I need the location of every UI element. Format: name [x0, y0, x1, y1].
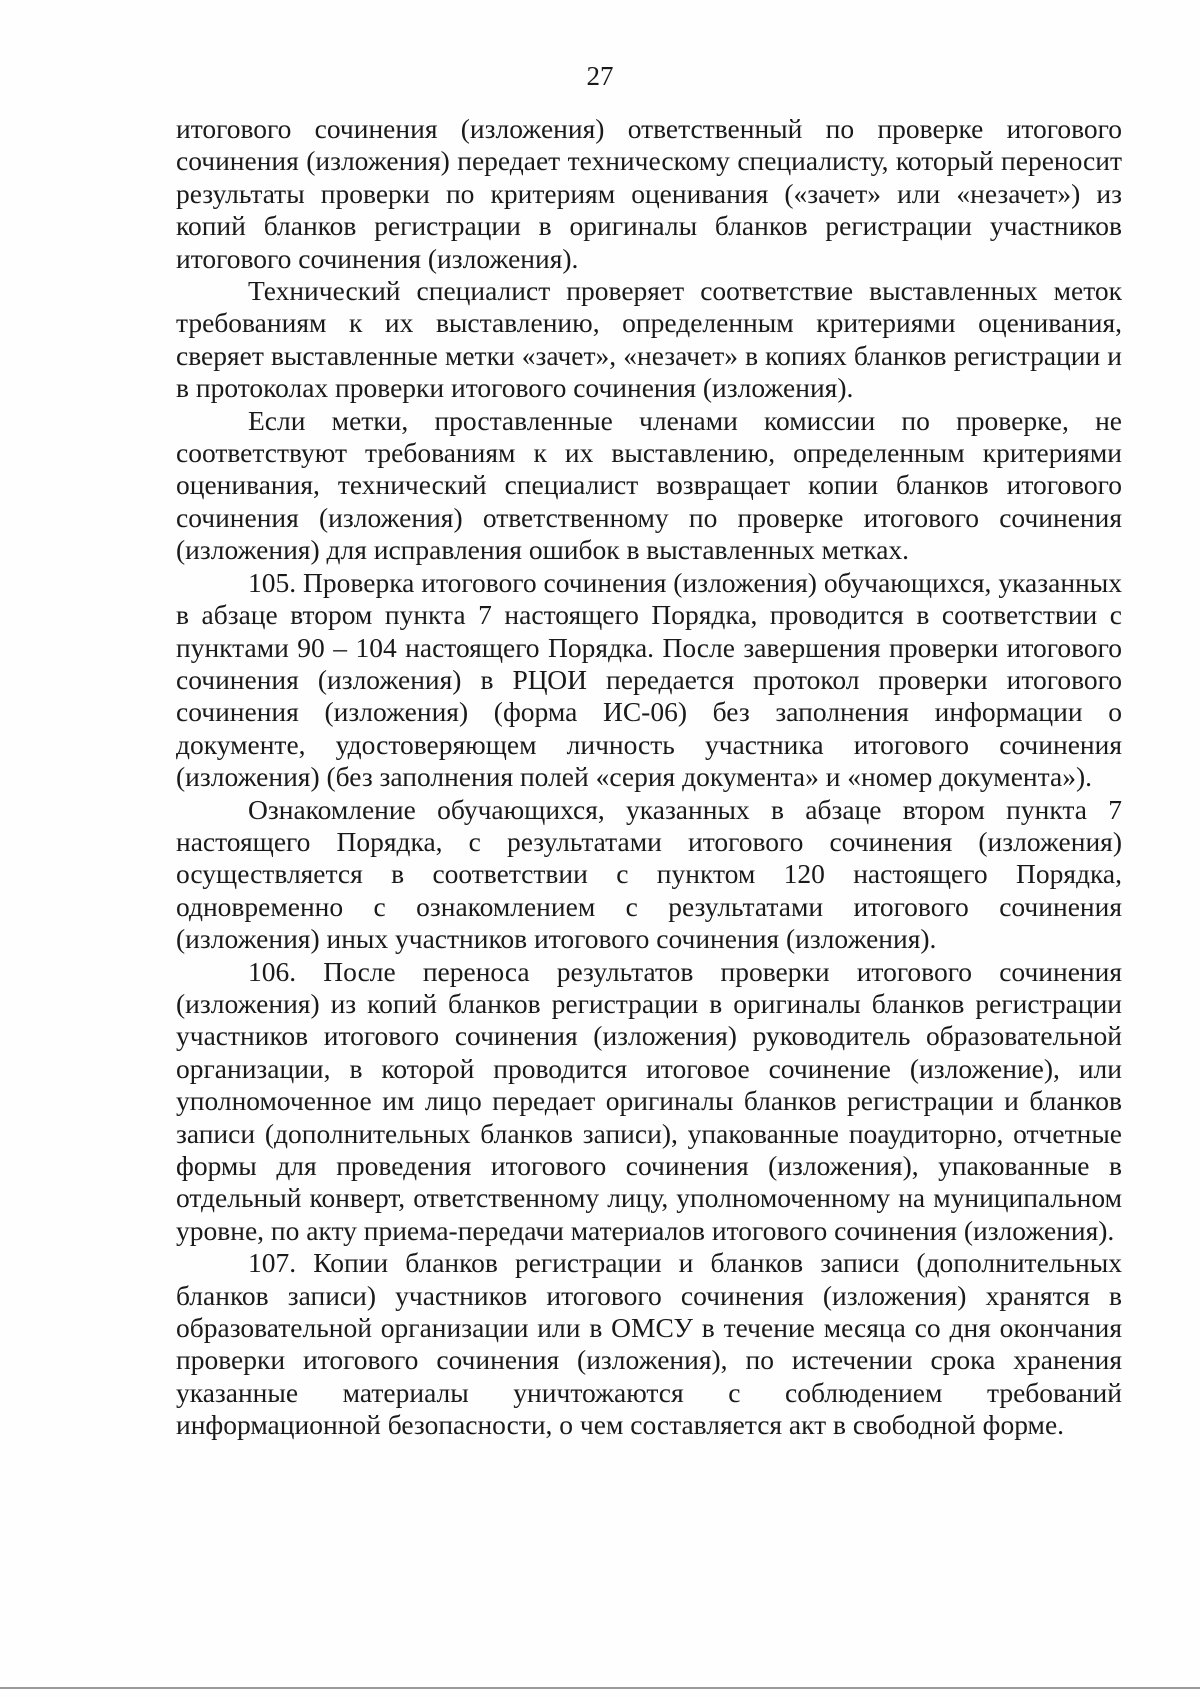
paragraph-familiarization: Ознакомление обучающихся, указанных в абзаце втором пункта 7 настоящего Порядка, с результатами итогового сочинения (изложения) осуществляется в соответствии с пунктом 120 настоящего Порядка, одновременно с ознакомлением с результатами итогового сочинения (изложения) иных участников итогового сочинения (изложения). [176, 793, 1122, 955]
paragraph-clause-107: 107. Копии бланков регистрации и бланков записи (дополнительных бланков записи) участников итогового сочинения (изложения) хранятся в образовательной организации или в ОМСУ в течение месяца со дня окончания проверки итогового сочинения (изложения), по истечении срока хранения указанные материалы уничтожаются с соблюдением требований информационной безопасности, о чем составляется акт в свободной форме. [176, 1247, 1122, 1441]
paragraph-clause-106: 106. После переноса результатов проверки итогового сочинения (изложения) из копий бланков регистрации в оригиналы бланков регистрации участников итогового сочинения (изложения) руководитель образовательной организации, в которой проводится итоговое сочинение (изложение), или уполномоченное им лицо передает оригиналы бланков регистрации и бланков записи (дополнительных бланков записи), упакованные поаудиторно, отчетные формы для проведения итогового сочинения (изложения), упакованные в отдельный конверт, ответственному лицу, уполномоченному на муниципальном уровне, по акту приема-передачи материалов итогового сочинения (изложения). [176, 955, 1122, 1246]
paragraph-continuation: итогового сочинения (изложения) ответственный по проверке итогового сочинения (изложения) передает техническому специалисту, который переносит результаты проверки по критериям оценивания («зачет» или «незачет») из копий бланков регистрации в оригиналы бланков регистрации участников итогового сочинения (изложения). [176, 113, 1122, 274]
paragraph-marks-mismatch: Если метки, проставленные членами комиссии по проверке, не соответствуют требованиям к их выставлению, определенным критериями оценивания, технический специалист возвращает копии бланков итогового сочинения (изложения) ответственному по проверке итогового сочинения (изложения) для исправления ошибок в выставленных метках. [176, 404, 1122, 566]
paragraph-technical-specialist: Технический специалист проверяет соответствие выставленных меток требованиям к их выставлению, определенным критериями оценивания, сверяет выставленные метки «зачет», «незачет» в копиях бланков регистрации и в протоколах проверки итогового сочинения (изложения). [176, 275, 1122, 404]
document-body [176, 113, 1122, 1442]
paragraph-clause-105: 105. Проверка итогового сочинения (изложения) обучающихся, указанных в абзаце втором пункта 7 настоящего Порядка, проводится в соответствии с пунктами 90 – 104 настоящего Порядка. После завершения проверки итогового сочинения (изложения) в РЦОИ передается протокол проверки итогового сочинения (изложения) (форма ИС-06) без заполнения информации о документе, удостоверяющем личность участника итогового сочинения (изложения) (без заполнения полей «серия документа» и «номер документа»). [176, 566, 1122, 793]
bottom-scan-edge [0, 1687, 1200, 1689]
page-number: 27 [586, 61, 614, 91]
